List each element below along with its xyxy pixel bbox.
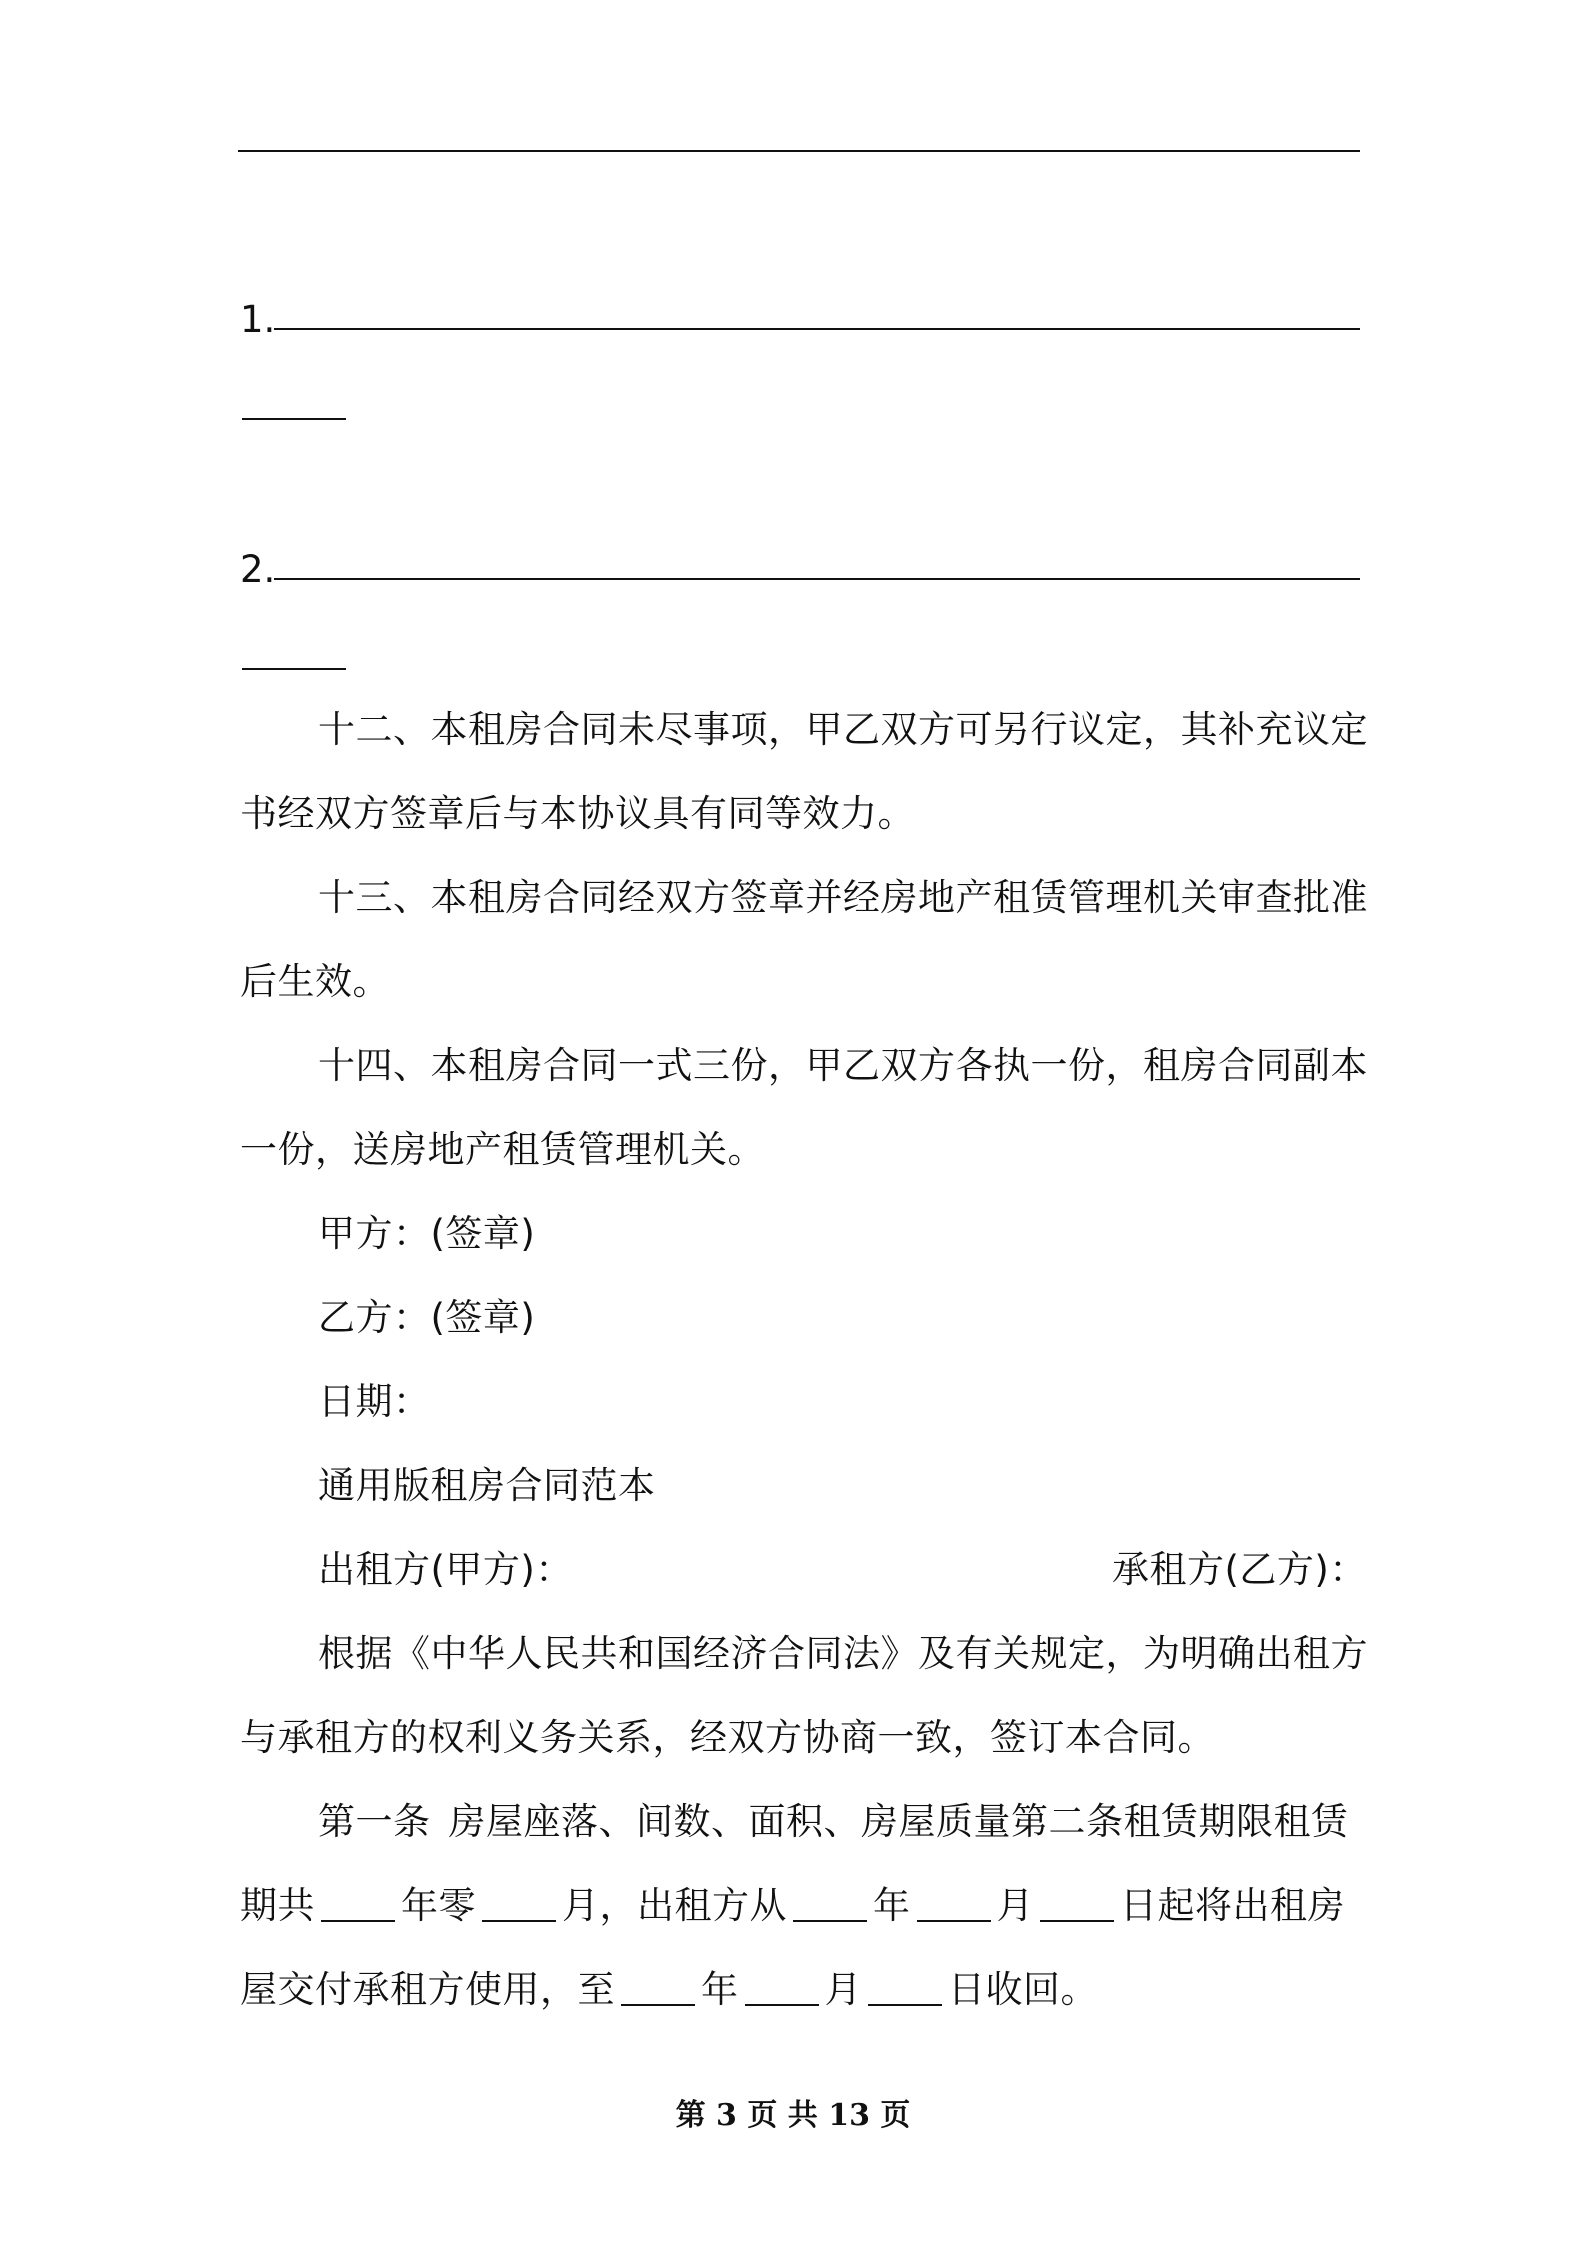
blank-fill-line-continued (242, 418, 346, 420)
signature-date: 日期： (318, 1380, 431, 1423)
article-1-text: 房屋座落、间数、面积、房屋质量第二条租赁期限租赁 (448, 1800, 1349, 1843)
term-text: 月 (824, 1968, 862, 2011)
clause-12-line-1: 十二、本租房合同未尽事项，甲乙双方可另行议定，其补充议定 (318, 708, 1368, 751)
intro-line-1: 根据《中华人民共和国经济合同法》及有关规定，为明确出租方 (318, 1632, 1368, 1675)
blank-item-1 (240, 296, 1360, 344)
fill-blank-end-year (621, 1974, 695, 2006)
article-1-line (318, 1798, 1360, 1846)
fill-blank-years (321, 1890, 395, 1922)
blank-item-2 (240, 546, 1360, 594)
term-text: 日收回。 (948, 1968, 1098, 2011)
blank-item-number: 2. (240, 548, 276, 591)
header-rule (238, 150, 1360, 152)
fill-blank-end-day (868, 1974, 942, 2006)
signature-party-b: 乙方：(签章) (318, 1296, 536, 1339)
clause-13-line-2: 后生效。 (240, 960, 390, 1003)
term-text: 年 (701, 1968, 739, 2011)
contract-title: 通用版租房合同范本 (318, 1464, 656, 1507)
page-number-footer: 第 3 页 共 13 页 (675, 2098, 911, 2133)
fill-blank-start-year (793, 1890, 867, 1922)
term-text: 日起将出租房 (1120, 1884, 1345, 1927)
clause-12-line-2: 书经双方签章后与本协议具有同等效力。 (240, 792, 915, 835)
article-1-heading: 第一条 (318, 1800, 431, 1843)
term-text: 期共 (240, 1884, 315, 1927)
blank-fill-line (274, 578, 1360, 580)
lessee-label: 承租方(乙方)： (1112, 1548, 1367, 1591)
fill-blank-end-month (745, 1974, 819, 2006)
term-text: 年 (873, 1884, 911, 1927)
fill-blank-start-day (1040, 1890, 1114, 1922)
blank-item-number: 1. (240, 298, 276, 341)
term-text: 月 (996, 1884, 1034, 1927)
term-text: 月，出租方从 (562, 1884, 787, 1927)
clause-14-line-1: 十四、本租房合同一式三份，甲乙双方各执一份，租房合同副本 (318, 1044, 1368, 1087)
party-row (318, 1546, 1367, 1594)
clause-13-line-1: 十三、本租房合同经双方签章并经房地产租赁管理机关审查批准 (318, 876, 1368, 919)
fill-blank-start-month (917, 1890, 991, 1922)
term-text: 屋交付承租方使用，至 (240, 1968, 615, 2011)
signature-party-a: 甲方：(签章) (318, 1212, 536, 1255)
lessor-label: 出租方(甲方)： (318, 1548, 573, 1591)
term-text: 年零 (401, 1884, 476, 1927)
clause-14-line-2: 一份，送房地产租赁管理机关。 (240, 1128, 765, 1171)
blank-fill-line-continued (242, 668, 346, 670)
term-line-2 (240, 1966, 1360, 2014)
fill-blank-months (482, 1890, 556, 1922)
term-line-1 (240, 1882, 1360, 1930)
intro-line-2: 与承租方的权利义务关系，经双方协商一致，签订本合同。 (240, 1716, 1215, 1759)
blank-fill-line (274, 328, 1360, 330)
